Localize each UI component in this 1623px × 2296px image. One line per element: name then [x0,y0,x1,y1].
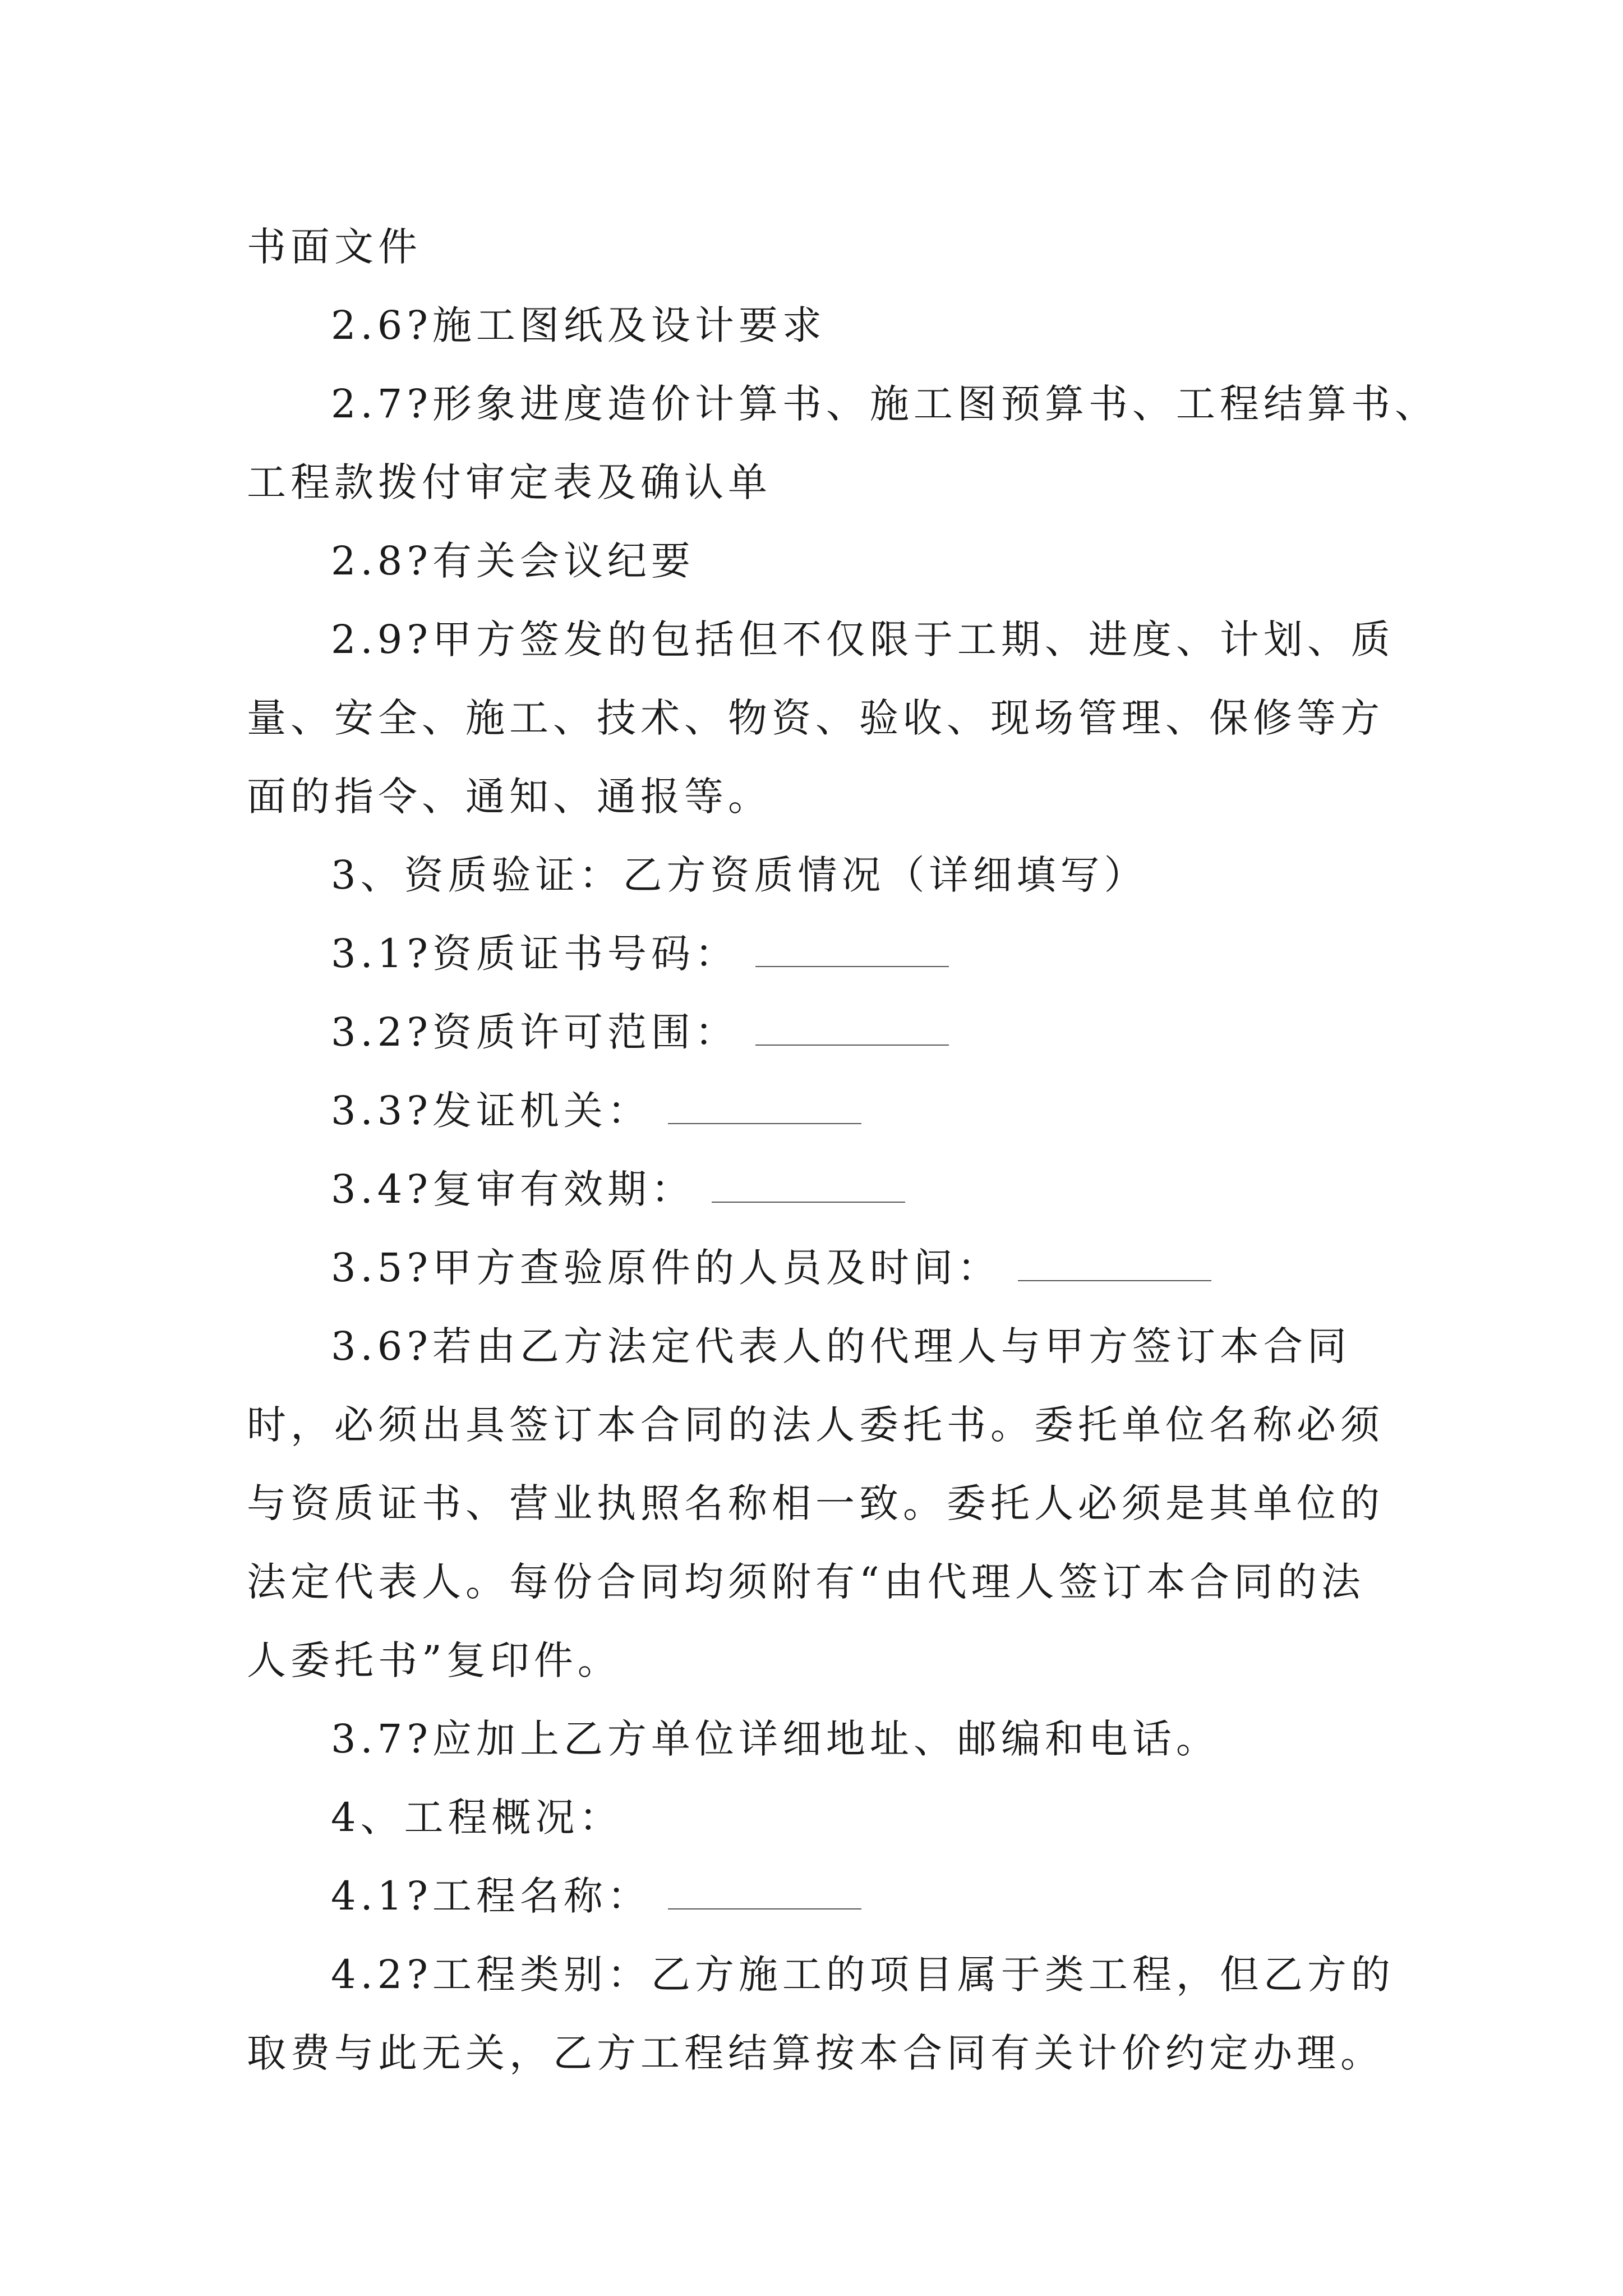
line-text: 2.9?甲方签发的包括但不仅限于工期、进度、计划、质 [331,616,1395,662]
line-text: 面的指令、通知、通报等。 [247,774,772,820]
text-line [247,679,1391,757]
text-line [247,1935,1395,2014]
line-text: 2.7?形象进度造价计算书、施工图预算书、工程结算书、 [331,381,1438,427]
line-text: 4.1?工程名称： [331,1873,651,1919]
text-line [247,365,1438,443]
text-line [247,836,1391,914]
text-line [247,1621,1391,1700]
text-line [247,443,1391,522]
line-text: 2.6?施工图纸及设计要求 [331,302,826,348]
line-text: 3.2?资质许可范围： [331,1009,739,1055]
line-text: 3、资质验证：乙方资质情况（详细填写） [331,852,1148,898]
line-text: 工程款拨付审定表及确认单 [247,459,772,505]
line-text: 人委托书”复印件。 [247,1637,621,1683]
text-line [247,1700,1391,1778]
line-text: 与资质证书、营业执照名称相一致。委托人必须是其单位的 [247,1480,1384,1526]
text-line [247,600,1395,679]
text-line [247,1857,1391,1935]
line-text: 3.7?应加上乙方单位详细地址、邮编和电话。 [331,1716,1220,1762]
line-text: 3.1?资质证书号码： [331,931,739,977]
fill-in-blank [1018,1246,1211,1281]
line-text: 3.4?复审有效期： [331,1166,695,1212]
line-text: 量、安全、施工、技术、物资、验收、现场管理、保修等方 [247,695,1384,741]
line-text: 3.6?若由乙方法定代表人的代理人与甲方签订本合同 [331,1323,1351,1369]
line-text: 4、工程概况： [331,1795,623,1841]
text-line [247,1778,1391,1857]
text-line [247,1464,1391,1543]
text-line [247,208,1391,286]
text-line [247,993,1391,1071]
document-page [247,208,1438,2092]
text-line [247,1386,1391,1464]
text-line [247,1150,1391,1228]
fill-in-blank [668,1875,861,1910]
text-line [247,914,1391,993]
line-text: 3.5?甲方查验原件的人员及时间： [331,1245,1001,1291]
line-text: 书面文件 [247,224,422,270]
fill-in-blank [712,1168,905,1203]
fill-in-blank [668,1089,861,1124]
text-line [247,757,1391,836]
line-text: 4.2?工程类别：乙方施工的项目属于类工程，但乙方的 [331,1952,1395,1998]
text-line [247,2014,1391,2092]
text-line [247,1543,1391,1621]
text-line [247,1071,1391,1150]
text-line [247,1228,1391,1307]
fill-in-blank [755,932,949,967]
text-line [247,286,1391,365]
line-text: 2.8?有关会议纪要 [331,538,695,584]
text-line [247,1307,1391,1386]
line-text: 法定代表人。每份合同均须附有“由代理人签订本合同的法 [247,1559,1365,1605]
text-line [247,522,1391,600]
line-text: 取费与此无关，乙方工程结算按本合同有关计价约定办理。 [247,2030,1384,2076]
fill-in-blank [755,1011,949,1046]
line-text: 3.3?发证机关： [331,1088,651,1134]
line-text: 时，必须出具签订本合同的法人委托书。委托单位名称必须 [247,1402,1384,1448]
